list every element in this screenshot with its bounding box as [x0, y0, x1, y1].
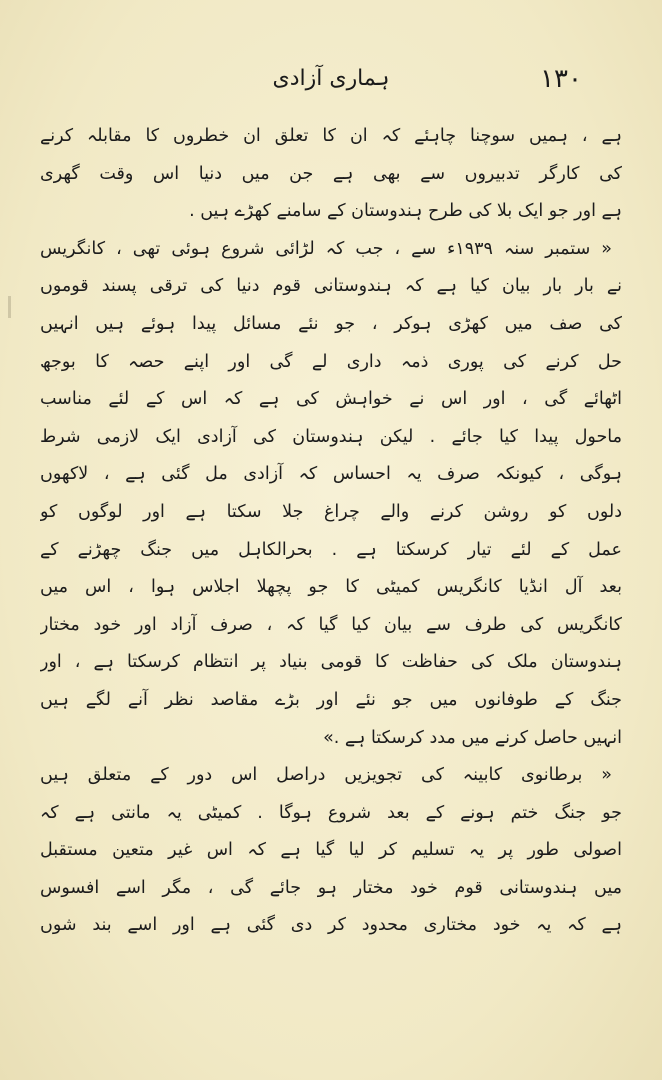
page-number: ١٣٠: [540, 64, 582, 94]
text-line: نے بار بار بیان کیا ہے کہ ہندوستانی قوم دنیا کی ترقی پسند قوموں: [40, 276, 622, 297]
text-line: عمل کے لئے تیار کرسکتا ہے . بحرالکاہل میں جنگ چھڑنے کے: [40, 539, 622, 560]
text-line: حل کرنے کی پوری ذمہ داری لے گی اور اپنے حصہ کا بوجھ: [40, 351, 622, 372]
text-line: جو جنگ ختم ہونے کے بعد شروع ہوگا . کمیٹی یہ مانتی ہے کہ: [40, 802, 622, 823]
text-line: ہے ، ہمیں سوچنا چاہئے کہ ان کا تعلق ان خطروں کا مقابلہ کرنے: [40, 126, 622, 146]
text-line: کی صف میں کھڑی ہوکر ، جو نئے مسائل پیدا ہوئے ہیں انہیں: [40, 313, 622, 334]
text-line: بعد آل انڈیا کانگریس کمیٹی کا جو پچھلا اجلاس ہوا ، اس میں: [40, 577, 622, 598]
text-line: اٹھائے گی ، اور اس نے خواہش کی ہے کہ اس کے لئے مناسب: [40, 389, 622, 410]
text-line: میں ہندوستانی قوم خود مختار ہو جائے گی ، مگر اسے افسوس: [40, 877, 622, 898]
text-line: کانگریس کی طرف سے بیان کیا گیا کہ ، صرف آزاد اور خود مختار: [40, 614, 622, 635]
text-line: دلوں کو روشن کرنے والے چراغ جلا سکتا ہے اور لوگوں کو: [40, 501, 622, 522]
text-line: انہیں حاصل کرنے میں مدد کرسکتا ہے .»: [323, 727, 622, 748]
text-line: ماحول پیدا کیا جائے . لیکن ہندوستان کی آزادی ایک لازمی شرط: [40, 426, 622, 447]
text-line: « برطانوی کابینہ کی تجویزیں دراصل اس دور کے متعلق ہیں: [40, 765, 612, 786]
text-line: ہوگی ، کیونکہ صرف یہ احساس کہ آزادی مل گئی ہے ، لاکھوں: [40, 464, 622, 485]
text-line: ہے کہ یہ خود مختاری محدود کر دی گئی ہے اور اسے بند شوں: [40, 915, 622, 936]
margin-smudge: [8, 296, 11, 318]
text-line: کی کارگر تدبیروں سے بھی ہے جن میں دنیا اس وقت گھری: [40, 163, 622, 184]
page-header: [80, 64, 582, 104]
text-line: ہندوستان ملک کی حفاظت کا قومی بنیاد پر انتظام کرسکتا ہے ، اور: [40, 652, 622, 673]
text-line: ہے اور جو ایک بلا کی طرح ہندوستان کے سامنے کھڑے ہیں .: [189, 201, 622, 222]
text-line: « ستمبر سنہ ١٩٣٩ء سے ، جب کہ لڑائی شروع ہوئی تھی ، کانگریس: [40, 238, 612, 259]
text-line: اصولی طور پر یہ تسلیم کر لیا گیا ہے کہ اس غیر متعین مستقبل: [40, 840, 622, 861]
running-title: ہماری آزادی: [272, 66, 390, 91]
body-text: [40, 118, 622, 945]
text-line: جنگ کے طوفانوں میں جو نئے اور بڑے مقاصد نظر آنے لگے ہیں: [40, 689, 622, 710]
